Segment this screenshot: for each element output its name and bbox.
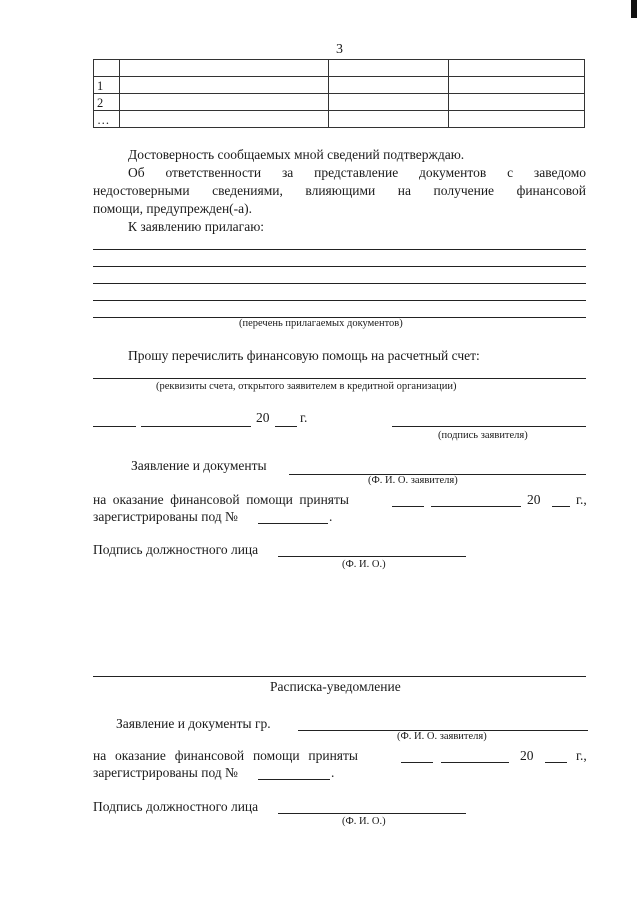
- receipt-official-signature-line: [278, 813, 466, 814]
- attach-caption: (перечень прилагаемых документов): [239, 318, 403, 329]
- accept-registered-end: .: [329, 509, 333, 524]
- confirm-line-1: Достоверность сообщаемых мной сведений подтверждаю.: [128, 147, 465, 162]
- accept-year-prefix: 20: [527, 492, 541, 507]
- table-row: [94, 94, 585, 111]
- accept-month-line: [431, 506, 521, 507]
- receipt-official-signature-label: Подпись должностного лица: [93, 799, 259, 814]
- attach-line-1: [93, 249, 586, 250]
- applicant-signature-line: [392, 426, 586, 427]
- data-table: [93, 59, 585, 128]
- official-signature-line: [278, 556, 466, 557]
- table-cell: [120, 77, 329, 94]
- accept-registered-line: [258, 523, 328, 524]
- receipt-registered-label: зарегистрированы под №: [93, 765, 238, 780]
- confirm-line-4: помощи, предупрежден(-а).: [93, 201, 253, 216]
- table-cell: [449, 60, 585, 77]
- table-cell: [449, 77, 585, 94]
- receipt-fio-caption: (Ф. И. О. заявителя): [397, 731, 487, 742]
- attach-line-2: [93, 266, 586, 267]
- table-cell: [449, 111, 585, 128]
- table-cell: [329, 94, 449, 111]
- accept-registered-label: зарегистрированы под №: [93, 509, 238, 524]
- table-cell: 1: [94, 77, 120, 94]
- table-cell: …: [94, 111, 120, 128]
- table-cell: [120, 60, 329, 77]
- scan-edge-mark: [631, 0, 637, 18]
- accept-fio-caption: (Ф. И. О. заявителя): [368, 475, 458, 486]
- table-cell: [120, 111, 329, 128]
- receipt-year-line: [545, 762, 567, 763]
- table-cell: [329, 77, 449, 94]
- accept-label: Заявление и документы: [131, 458, 267, 473]
- accept-day-line: [392, 506, 424, 507]
- accept-year-suffix: г.,: [576, 492, 587, 507]
- confirm-line-3: недостоверными сведениями, влияющими на получение финансовой: [93, 183, 586, 198]
- attach-line-3: [93, 283, 586, 284]
- table-cell: [94, 60, 120, 77]
- receipt-registered-end: .: [331, 765, 335, 780]
- receipt-accepted-text: на оказание финансовой помощи приняты: [93, 748, 358, 763]
- date-day-line: [93, 426, 136, 427]
- page-number: 3: [336, 42, 343, 57]
- table-row: [94, 77, 585, 94]
- transfer-caption: (реквизиты счета, открытого заявителем в кредитной организации): [156, 381, 457, 392]
- table-cell: 2: [94, 94, 120, 111]
- date-year-suffix: г.: [300, 410, 308, 425]
- table-row: [94, 111, 585, 128]
- table-cell: [329, 111, 449, 128]
- receipt-year-suffix: г.,: [576, 748, 587, 763]
- table-cell: [449, 94, 585, 111]
- attach-label: К заявлению прилагаю:: [128, 219, 265, 234]
- official-signature-caption: (Ф. И. О.): [342, 559, 386, 570]
- receipt-month-line: [441, 762, 509, 763]
- date-year-prefix: 20: [256, 410, 270, 425]
- applicant-signature-caption: (подпись заявителя): [438, 430, 528, 441]
- attach-line-4: [93, 300, 586, 301]
- receipt-day-line: [401, 762, 433, 763]
- receipt-year-prefix: 20: [520, 748, 534, 763]
- date-year-line: [275, 426, 297, 427]
- table-cell: [329, 60, 449, 77]
- accept-accepted-text: на оказание финансовой помощи приняты: [93, 492, 349, 507]
- official-signature-label: Подпись должностного лица: [93, 542, 259, 557]
- receipt-label: Заявление и документы гр.: [116, 716, 271, 731]
- receipt-official-signature-caption: (Ф. И. О.): [342, 816, 386, 827]
- confirm-line-2: Об ответственности за представление документов с заведомо: [128, 165, 586, 180]
- receipt-registered-line: [258, 779, 330, 780]
- receipt-title: Расписка-уведомление: [270, 679, 401, 694]
- receipt-separator-line: [93, 676, 586, 677]
- table-header-row: [94, 60, 585, 77]
- transfer-account-line: [93, 378, 586, 379]
- transfer-label: Прошу перечислить финансовую помощь на расчетный счет:: [128, 348, 480, 363]
- table-cell: [120, 94, 329, 111]
- date-month-line: [141, 426, 251, 427]
- accept-year-line: [552, 506, 570, 507]
